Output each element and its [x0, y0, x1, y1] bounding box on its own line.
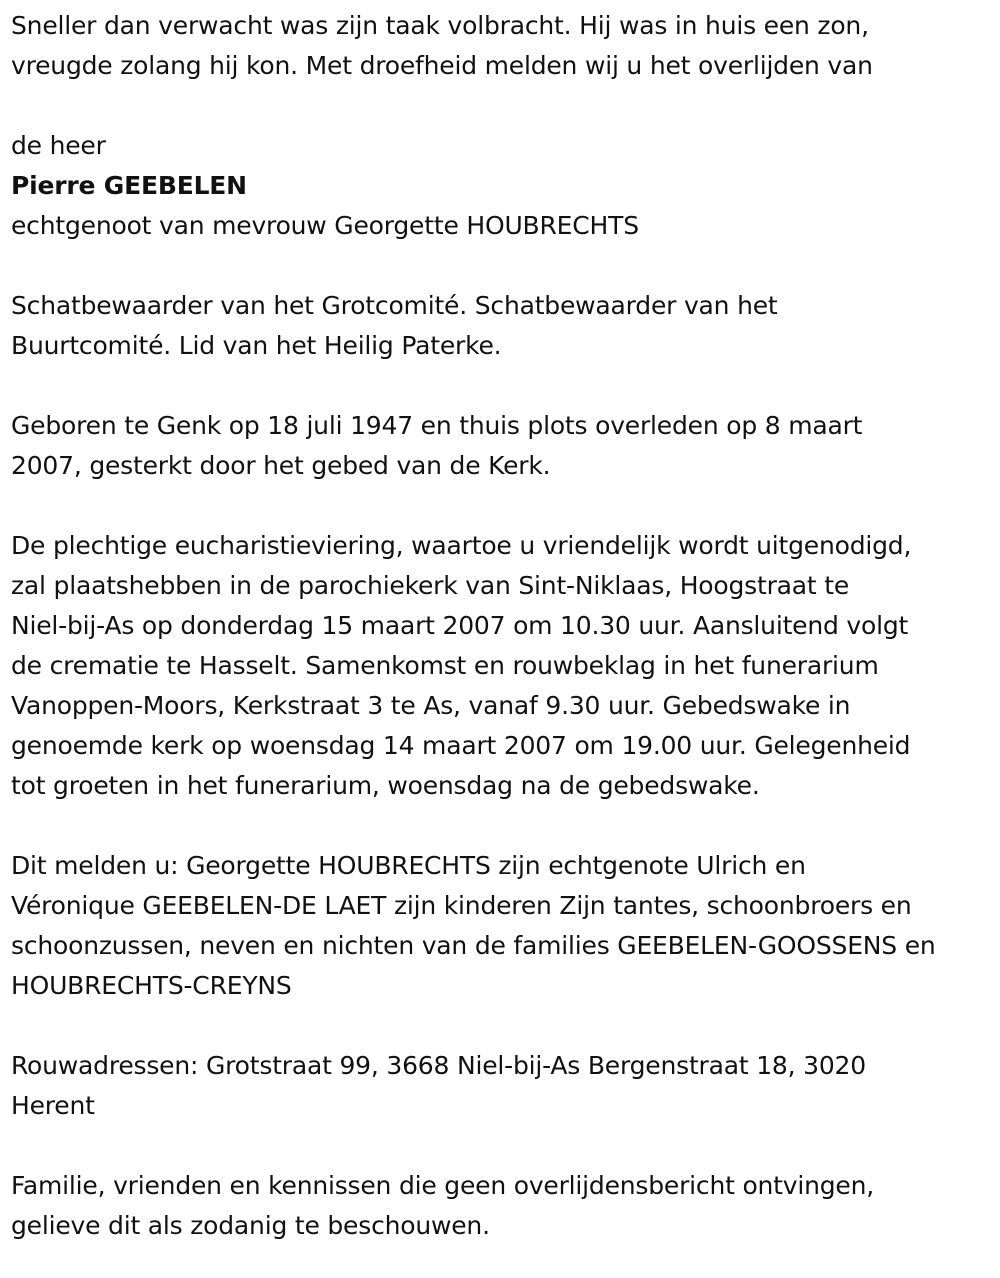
ceremony-paragraph: [11, 526, 995, 806]
spacer: [11, 86, 995, 126]
spouse-line: echtgenoot van mevrouw Georgette HOUBRECHTS: [11, 211, 639, 240]
closing-line: Familie, vrienden en kennissen die geen overlijdensbericht ontvingen,: [11, 1171, 875, 1200]
addresses-line: Herent: [11, 1091, 95, 1120]
roles-paragraph: [11, 286, 995, 366]
salutation: de heer: [11, 131, 106, 160]
ceremony-line: Vanoppen-Moors, Kerkstraat 3 te As, vanaf 9.30 uur. Gebedswake in: [11, 691, 851, 720]
obituary-document: [11, 6, 995, 1246]
deceased-name: Pierre GEEBELEN: [11, 171, 247, 200]
birth-death-line: 2007, gesterkt door het gebed van de Kerk.: [11, 451, 551, 480]
spacer: [11, 1006, 995, 1046]
ceremony-line: tot groeten in het funerarium, woensdag na de gebedswake.: [11, 771, 760, 800]
spacer: [11, 806, 995, 846]
ceremony-line: de crematie te Hasselt. Samenkomst en rouwbeklag in het funerarium: [11, 651, 879, 680]
family-line: Dit melden u: Georgette HOUBRECHTS zijn echtgenote Ulrich en: [11, 851, 806, 880]
addresses-paragraph: [11, 1046, 995, 1126]
closing-line: gelieve dit als zodanig te beschouwen.: [11, 1211, 490, 1240]
intro-line: Sneller dan verwacht was zijn taak volbracht. Hij was in huis een zon,: [11, 11, 869, 40]
birth-death-line: Geboren te Genk op 18 juli 1947 en thuis plots overleden op 8 maart: [11, 411, 863, 440]
family-paragraph: [11, 846, 995, 1006]
ceremony-line: De plechtige eucharistieviering, waartoe u vriendelijk wordt uitgenodigd,: [11, 531, 912, 560]
spacer: [11, 366, 995, 406]
family-line: schoonzussen, neven en nichten van de families GEEBELEN-GOOSSENS en: [11, 931, 936, 960]
spacer: [11, 1126, 995, 1166]
family-line: Véronique GEEBELEN-DE LAET zijn kinderen Zijn tantes, schoonbroers en: [11, 891, 912, 920]
closing-paragraph: [11, 1166, 995, 1246]
roles-line: Schatbewaarder van het Grotcomité. Schatbewaarder van het: [11, 291, 778, 320]
ceremony-line: zal plaatshebben in de parochiekerk van Sint-Niklaas, Hoogstraat te: [11, 571, 850, 600]
addresses-line: Rouwadressen: Grotstraat 99, 3668 Niel-bij-As Bergenstraat 18, 3020: [11, 1051, 866, 1080]
roles-line: Buurtcomité. Lid van het Heilig Paterke.: [11, 331, 502, 360]
ceremony-line: Niel-bij-As op donderdag 15 maart 2007 om 10.30 uur. Aansluitend volgt: [11, 611, 909, 640]
intro-paragraph: [11, 6, 995, 86]
ceremony-line: genoemde kerk op woensdag 14 maart 2007 om 19.00 uur. Gelegenheid: [11, 731, 911, 760]
family-line: HOUBRECHTS-CREYNS: [11, 971, 292, 1000]
birth-death-paragraph: [11, 406, 995, 486]
spacer: [11, 246, 995, 286]
intro-line: vreugde zolang hij kon. Met droefheid melden wij u het overlijden van: [11, 51, 873, 80]
spacer: [11, 486, 995, 526]
